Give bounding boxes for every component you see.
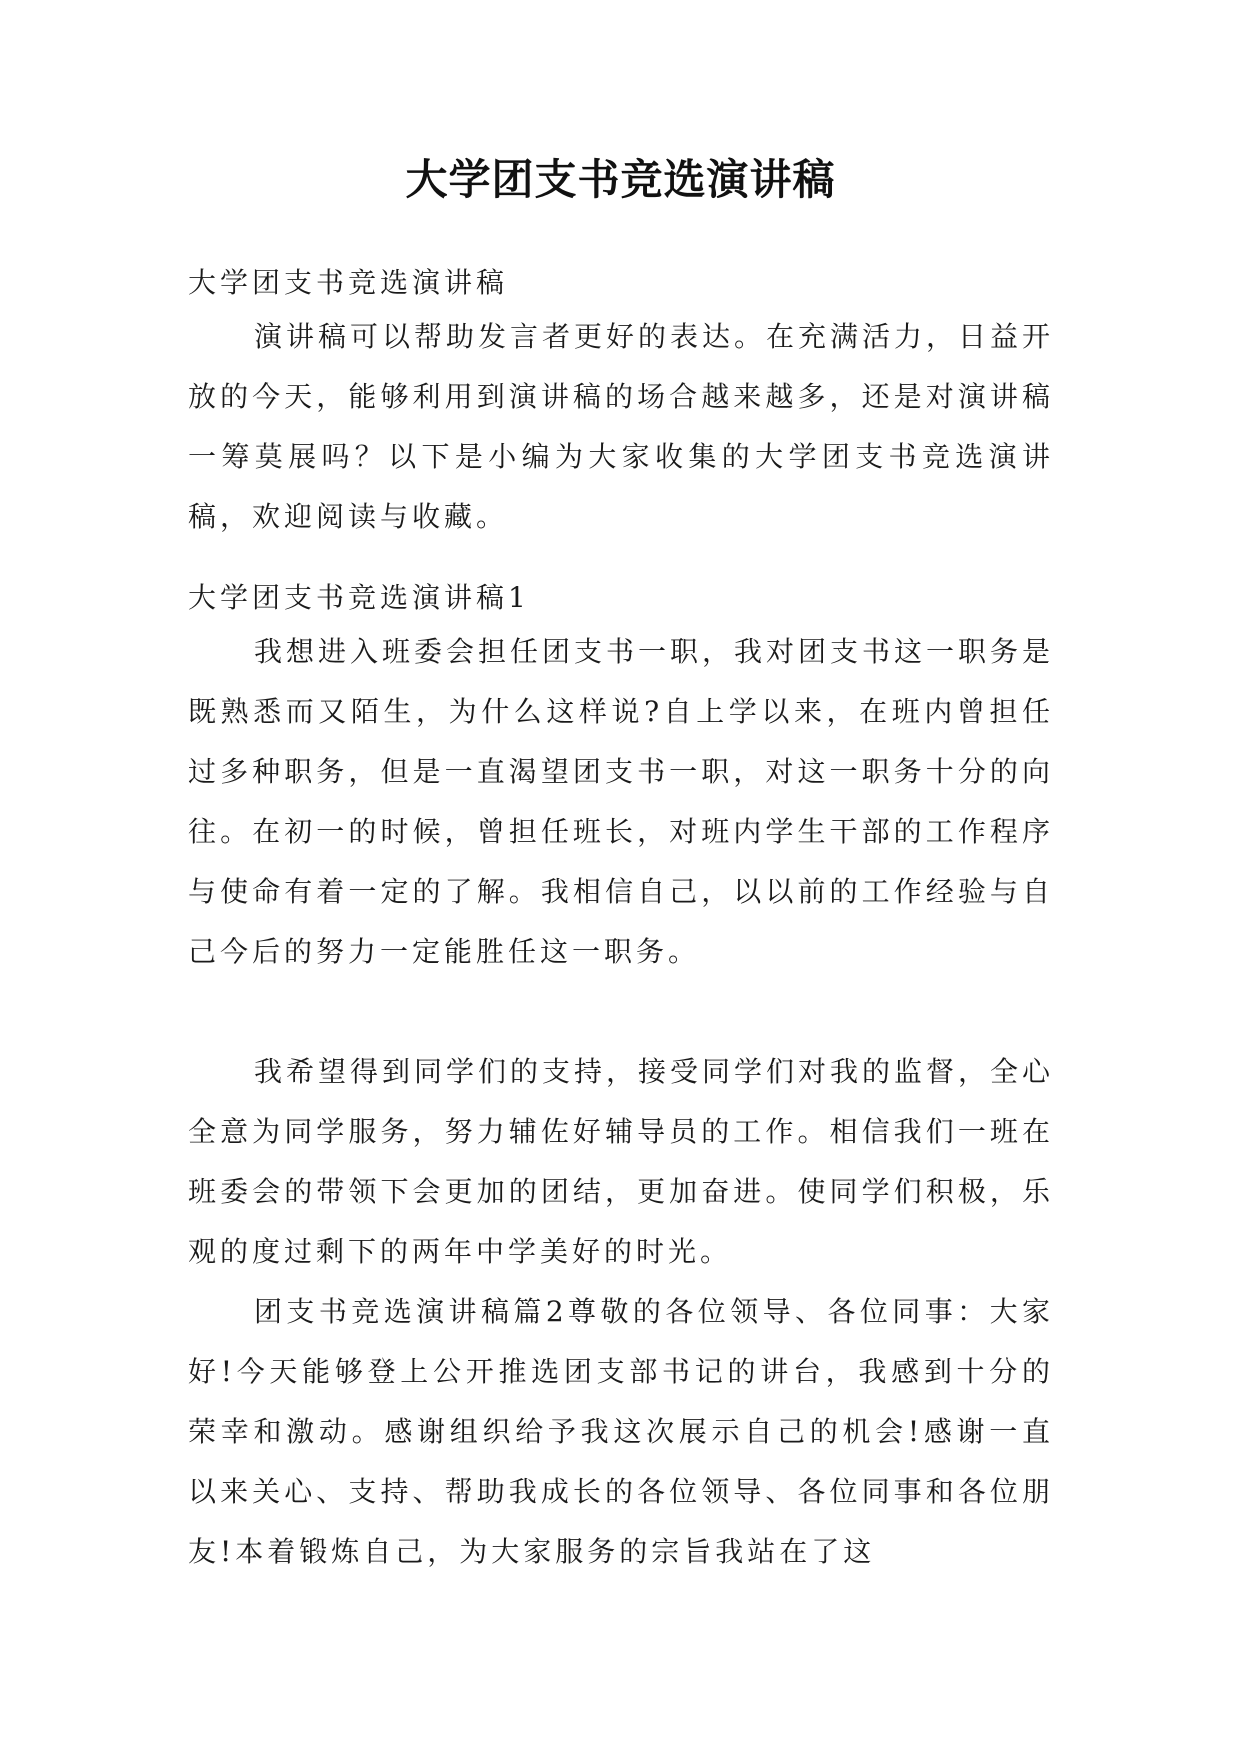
- body-paragraph-3: 团支书竞选演讲稿篇2尊敬的各位领导、各位同事：大家好!今天能够登上公开推选团支部书记的讲台，我感到十分的荣幸和激动。感谢组织给予我这次展示自己的机会!感谢一直以来关心、支持、帮助我成长的各位领导、各位同事和各位朋友!本着锻炼自己，为大家服务的宗旨我站在了这: [188, 1295, 1054, 1568]
- document-subtitle: 大学团支书竞选演讲稿: [188, 266, 509, 299]
- section-heading-1: 大学团支书竞选演讲稿1: [188, 581, 530, 614]
- document-title: 大学团支书竞选演讲稿: [405, 155, 836, 204]
- body-paragraph-2: 我希望得到同学们的支持，接受同学们对我的监督，全心全意为同学服务，努力辅佐好辅导员的工作。相信我们一班在班委会的带领下会更加的团结，更加奋进。使同学们积极，乐观的度过剩下的两年中学美好的时光。: [188, 1055, 1055, 1268]
- body-paragraph-1: 我想进入班委会担任团支书一职，我对团支书这一职务是既熟悉而又陌生，为什么这样说?自上学以来，在班内曾担任过多种职务，但是一直渴望团支书一职，对这一职务十分的向往。在初一的时候，曾担任班长，对班内学生干部的工作程序与使命有着一定的了解。我相信自己，以以前的工作经验与自己今后的努力一定能胜任这一职务。: [188, 635, 1055, 968]
- intro-paragraph: 演讲稿可以帮助发言者更好的表达。在充满活力，日益开放的今天，能够利用到演讲稿的场合越来越多，还是对演讲稿一筹莫展吗？以下是小编为大家收集的大学团支书竞选演讲稿，欢迎阅读与收藏。: [188, 320, 1055, 533]
